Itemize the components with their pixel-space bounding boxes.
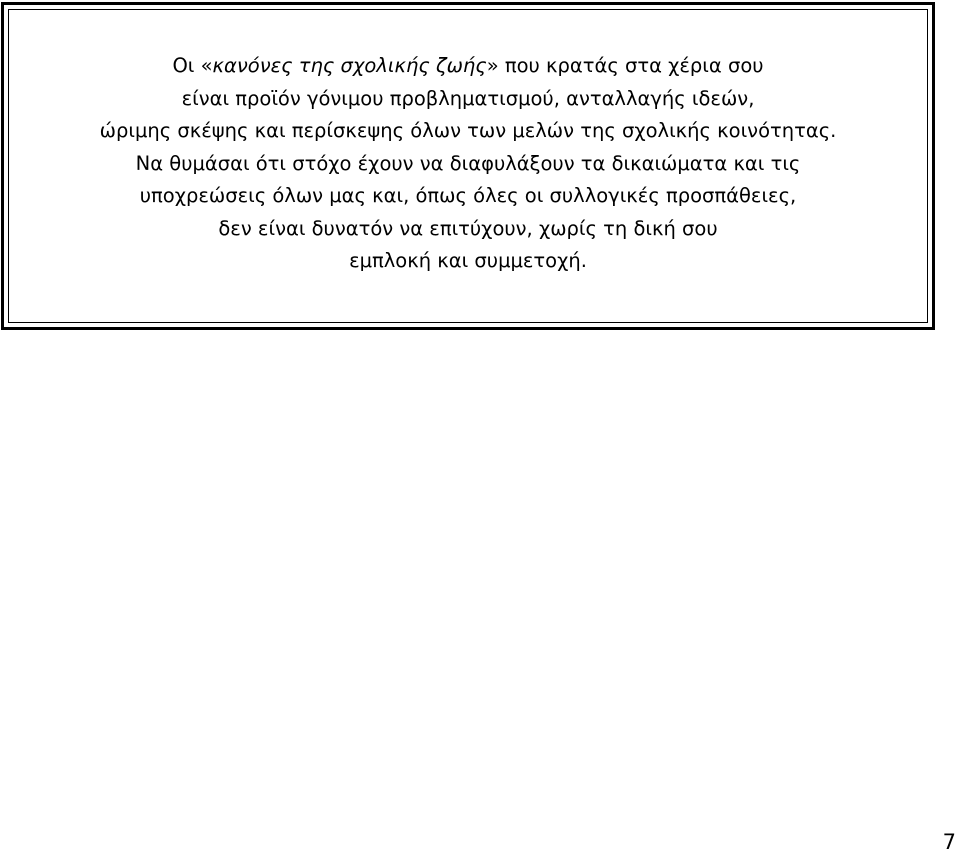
bordered-text-box xyxy=(1,2,935,330)
line1-after: » που κρατάς στα χέρια σου xyxy=(486,54,764,77)
passage-line-6: δεν είναι δυνατόν να επιτύχουν, χωρίς τη δική σου xyxy=(218,216,718,240)
passage-line-1 xyxy=(4,50,932,83)
school-rules-title: κανόνες της σχολικής ζωής xyxy=(212,54,487,77)
passage-line-2: είναι προϊόν γόνιμου προβληματισμού, ανταλλαγής ιδεών, xyxy=(181,86,755,110)
line1-before: Οι « xyxy=(172,54,213,77)
passage-line-7: εμπλοκή και συμμετοχή. xyxy=(349,249,587,272)
passage-line-3: ώριμης σκέψης και περίσκεψης όλων των μελών της σχολικής κοινότητας. xyxy=(99,119,837,142)
passage-line-4: Να θυμάσαι ότι στόχο έχουν να διαφυλάξουν τα δικαιώματα και τις xyxy=(135,151,801,175)
passage-line-5: υποχρεώσεις όλων μας και, όπως όλες οι συλλογικές προσπάθειες, xyxy=(139,184,797,207)
intro-passage xyxy=(4,50,932,278)
page-number: 7 xyxy=(942,830,956,854)
